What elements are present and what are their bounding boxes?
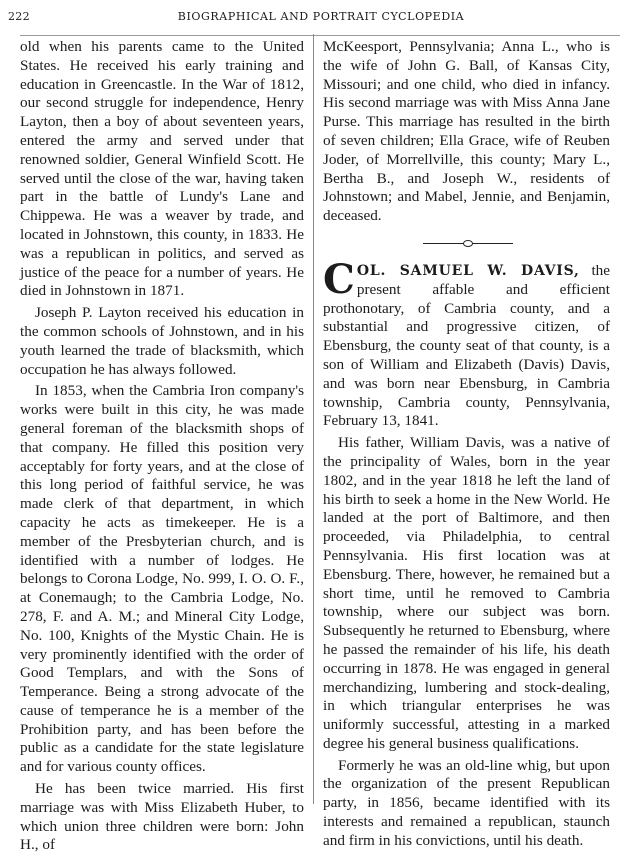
right-column xyxy=(323,38,610,854)
biography-entry-opening xyxy=(323,255,610,431)
section-divider-ornament xyxy=(323,234,610,252)
column-divider xyxy=(313,34,314,804)
paragraph-text: the present affable and efficient prothonotary, of Cambria county, and a substantial and progressive citizen, of Ebensburg, the county seat of that county, is a son of William and Elizabeth (Davis) Davis, and was born near Ebensburg, in Cambria township, Cambria county, Pennsylvania, February 13, 1841. xyxy=(323,261,610,430)
page-header xyxy=(0,0,626,28)
paragraph: In 1853, when the Cambria Iron company's works were built in this city, he was made general foreman of the blacksmith shops of that company. He filled this position very acceptably for forty years, and at the close of this long period of faithful service, he was made clerk of that department, in which capacity he acts as timekeeper. He is a member of the Presbyterian church, and is identified with a number of lodges. He belongs to Corona Lodge, No. 999, I. O. O. F., at Conemaugh; to the Cambria Lodge, No. 278, F. and A. M.; and Mineral City Lodge, No. 100, Knights of the Mystic Chain. He is very prominently identified with the order of Good Templars, and with the Sons of Temperance. Being a strong advocate of the cause of temperance he is a member of the Prohibition party, and has been before the public as a candidate for the state legislature and for various county offices. xyxy=(20,382,304,776)
left-column xyxy=(20,38,304,858)
paragraph: Joseph P. Layton received his education in the common schools of Johnstown, and in his youth learned the trade of blacksmith, which occupation he has always followed. xyxy=(20,304,304,378)
paragraph-continuation: McKeesport, Pennsylvania; Anna L., who is the wife of John G. Ball, of Kansas City, Missouri; and one child, who died in infancy. His second marriage was with Miss Anna Jane Purse. This marriage has resulted in the birth of seven children; Ella Grace, wife of Reuben Joder, of Morrellville, this county; Mary L., Bertha B., and Joseph W., residents of Johnstown; and Mabel, Jennie, and Benjamin, deceased. xyxy=(323,38,610,225)
running-title: BIOGRAPHICAL AND PORTRAIT CYCLOPEDIA xyxy=(177,10,465,23)
header-rule xyxy=(20,35,620,36)
paragraph: Formerly he was an old-line whig, but upon the organization of the present Republican party, in 1856, became identified with its interests and remained a republican, staunch and firm in his convictions, until his death. xyxy=(323,756,610,849)
subject-name: OL. SAMUEL W. DAVIS, xyxy=(356,262,580,279)
drop-cap: C xyxy=(323,255,355,303)
paragraph: His father, William Davis, was a native of the principality of Wales, born in the year 1802, and in the year 1818 he left the land of his birth to seek a home in the New World. He landed at the port of Baltimore, and then proceeded, via Philadelphia, to central Pennsylvania. His first location was at Ebensburg. There, however, he remained but a short time, until he removed to Cambria township, where our subject was born. Subsequently he returned to Ebensburg, where he passed the remainder of his life, his death occurring in 1878. He was engaged in general merchandizing, lumbering and stock-dealing, in which triangular enterprises he was uniformly successful, attesting in a marked degree his general business qualifications. xyxy=(323,434,610,752)
page-number: 222 xyxy=(8,10,30,23)
paragraph: He has been twice married. His first marriage was with Miss Elizabeth Huber, to which union three children were born: John H., of xyxy=(20,780,304,854)
paragraph: old when his parents came to the United States. He received his early training and education in Greencastle. In the War of 1812, our second struggle for independence, Henry Layton, then a boy of about seventeen years, entered the army and served under that renowned soldier, General Winfield Scott. He served until the close of the war, having taken part in the battle of Lundy's Lane and Chippewa. He was a weaver by trade, and located in Johnstown, this county, in 1833. He was a republican in politics, and served as justice of the peace for a number of years. He died in Johnstown in 1871. xyxy=(20,38,304,300)
